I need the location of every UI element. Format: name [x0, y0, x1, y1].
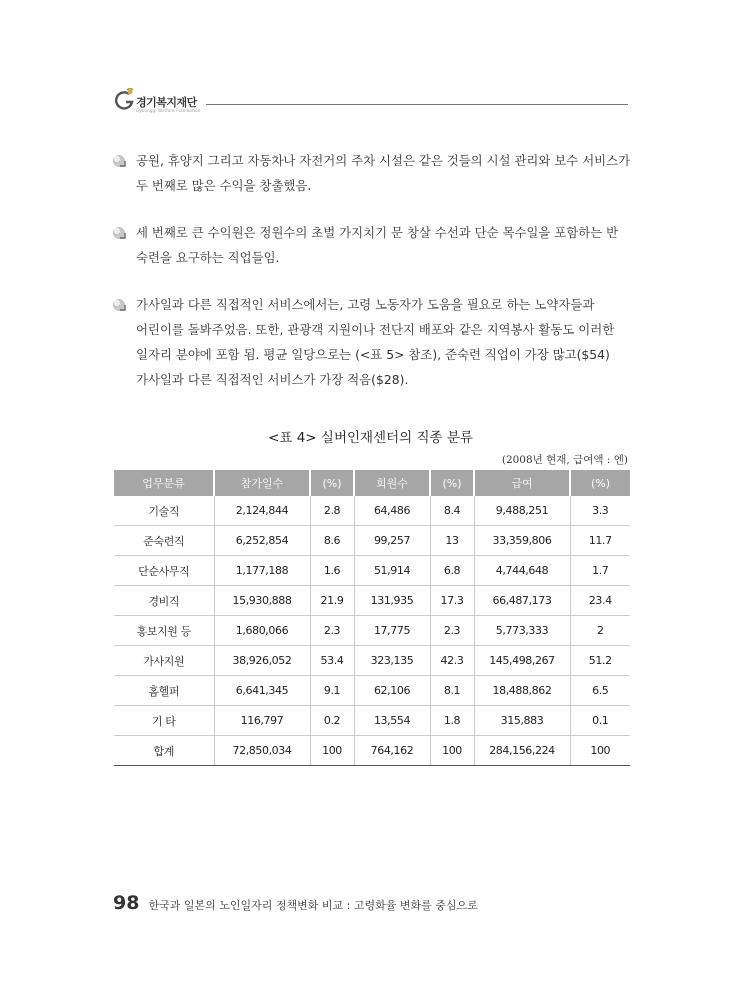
col-header: (%) — [430, 470, 474, 496]
table-row — [114, 616, 630, 646]
table-cell: 1,680,066 — [214, 616, 310, 646]
bullet-marker-icon — [112, 154, 126, 168]
bullet-item — [112, 220, 632, 270]
table-cell: 6.8 — [430, 556, 474, 586]
page-number: 98 — [113, 892, 140, 914]
table-cell: 2.8 — [310, 496, 354, 526]
table-cell: 100 — [570, 736, 630, 766]
table-cell: 284,156,224 — [474, 736, 570, 766]
col-header: 업무분류 — [114, 470, 214, 496]
table-cell: 21.9 — [310, 586, 354, 616]
table-cell: 100 — [310, 736, 354, 766]
table-row — [114, 586, 630, 616]
table-cell: 72,850,034 — [214, 736, 310, 766]
table-cell: 6.5 — [570, 676, 630, 706]
bullet-item — [112, 292, 632, 392]
table-cell: 5,773,333 — [474, 616, 570, 646]
table-total-row — [114, 736, 630, 766]
table-cell: 6,641,345 — [214, 676, 310, 706]
table-cell: 51,914 — [354, 556, 430, 586]
table-row — [114, 646, 630, 676]
col-header: 참가일수 — [214, 470, 310, 496]
table-cell: 131,935 — [354, 586, 430, 616]
table-cell: 0.1 — [570, 706, 630, 736]
table-cell: 0.2 — [310, 706, 354, 736]
table-cell: 8.6 — [310, 526, 354, 556]
table-cell: 8.4 — [430, 496, 474, 526]
table-cell: 3.3 — [570, 496, 630, 526]
table-cell: 11.7 — [570, 526, 630, 556]
page-footer — [113, 892, 478, 914]
table-title: <표 4> 실버인재센터의 직종 분류 — [268, 430, 473, 446]
table-cell: 51.2 — [570, 646, 630, 676]
table-cell: 홈헬퍼 — [114, 676, 214, 706]
header-rule — [206, 104, 628, 105]
table-cell: 17.3 — [430, 586, 474, 616]
table-cell: 단순사무직 — [114, 556, 214, 586]
table-cell: 13 — [430, 526, 474, 556]
table-row — [114, 496, 630, 526]
table-cell: 13,554 — [354, 706, 430, 736]
table-row — [114, 556, 630, 586]
table-cell: 2 — [570, 616, 630, 646]
table-cell: 15,930,888 — [214, 586, 310, 616]
foundation-logo-icon — [114, 88, 136, 112]
bullet-item — [112, 148, 632, 198]
table-cell: 1.7 — [570, 556, 630, 586]
bullet-list — [112, 148, 632, 414]
col-header: 회원수 — [354, 470, 430, 496]
table-cell: 116,797 — [214, 706, 310, 736]
col-header: 급여 — [474, 470, 570, 496]
logo-name: 경기복지재단 — [136, 96, 197, 109]
table-cell: 기 타 — [114, 706, 214, 736]
table-cell: 42.3 — [430, 646, 474, 676]
table-cell: 준숙련직 — [114, 526, 214, 556]
table-cell: 17,775 — [354, 616, 430, 646]
table-cell: 경비직 — [114, 586, 214, 616]
table-cell: 9,488,251 — [474, 496, 570, 526]
table-cell: 18,488,862 — [474, 676, 570, 706]
table-cell: 9.1 — [310, 676, 354, 706]
bullet-text: 가사일과 다른 직접적인 서비스에서는, 고령 노동자가 도움을 필요로 하는 노약자들과 어린이를 돌봐주었음. 또한, 관광객 지원이나 전단지 배포와 같은 지역봉사 활동도 이러한 일자리 분야에 포함 됨. 평균 일당으로는 (<표 5> 참조), 준숙련 직업이 가장 많고($54) 가사일과 다른 직접적인 서비스가 가장 적음($28). — [136, 297, 615, 387]
table-cell: 23.4 — [570, 586, 630, 616]
table-row — [114, 676, 630, 706]
job-category-table — [114, 470, 630, 766]
table-unit-note: (2008년 현재, 급여액 : 엔) — [501, 454, 628, 466]
table-cell: 64,486 — [354, 496, 430, 526]
col-header: (%) — [310, 470, 354, 496]
table-cell: 합계 — [114, 736, 214, 766]
table-cell: 8.1 — [430, 676, 474, 706]
table-cell: 홍보지원 등 — [114, 616, 214, 646]
bullet-text: 공원, 휴양지 그리고 자동차나 자전거의 주차 시설은 같은 것들의 시설 관리와 보수 서비스가 두 번째로 많은 수익을 창출했음. — [136, 153, 631, 193]
table-cell: 53.4 — [310, 646, 354, 676]
table-cell: 2.3 — [310, 616, 354, 646]
table-cell: 33,359,806 — [474, 526, 570, 556]
page-header — [110, 86, 628, 120]
table-cell: 62,106 — [354, 676, 430, 706]
bullet-marker-icon — [112, 226, 126, 240]
table-cell: 가사지원 — [114, 646, 214, 676]
table-cell: 100 — [430, 736, 474, 766]
table-cell: 145,498,267 — [474, 646, 570, 676]
table-cell: 1.6 — [310, 556, 354, 586]
table-cell: 764,162 — [354, 736, 430, 766]
table-cell: 99,257 — [354, 526, 430, 556]
table-cell: 기술직 — [114, 496, 214, 526]
running-title: 한국과 일본의 노인일자리 정책변화 비교 : 고령화율 변화를 중심으로 — [148, 899, 478, 912]
table-cell: 315,883 — [474, 706, 570, 736]
table-cell: 1.8 — [430, 706, 474, 736]
table-cell: 1,177,188 — [214, 556, 310, 586]
col-header: (%) — [570, 470, 630, 496]
table-cell: 38,926,052 — [214, 646, 310, 676]
table-row — [114, 706, 630, 736]
table-cell: 323,135 — [354, 646, 430, 676]
table-row — [114, 526, 630, 556]
table-cell: 2.3 — [430, 616, 474, 646]
bullet-text: 세 번째로 큰 수익원은 정원수의 초벌 가지치기 문 창살 수선과 단순 목수일을 포함하는 반 숙련을 요구하는 직업들임. — [136, 225, 619, 265]
table-cell: 2,124,844 — [214, 496, 310, 526]
table-cell: 4,744,648 — [474, 556, 570, 586]
table-cell: 66,487,173 — [474, 586, 570, 616]
bullet-marker-icon — [112, 298, 126, 312]
logo-subtitle: Gyeonggi Welfare Foundation — [136, 108, 201, 113]
table-cell: 6,252,854 — [214, 526, 310, 556]
table-header-row — [114, 470, 630, 496]
